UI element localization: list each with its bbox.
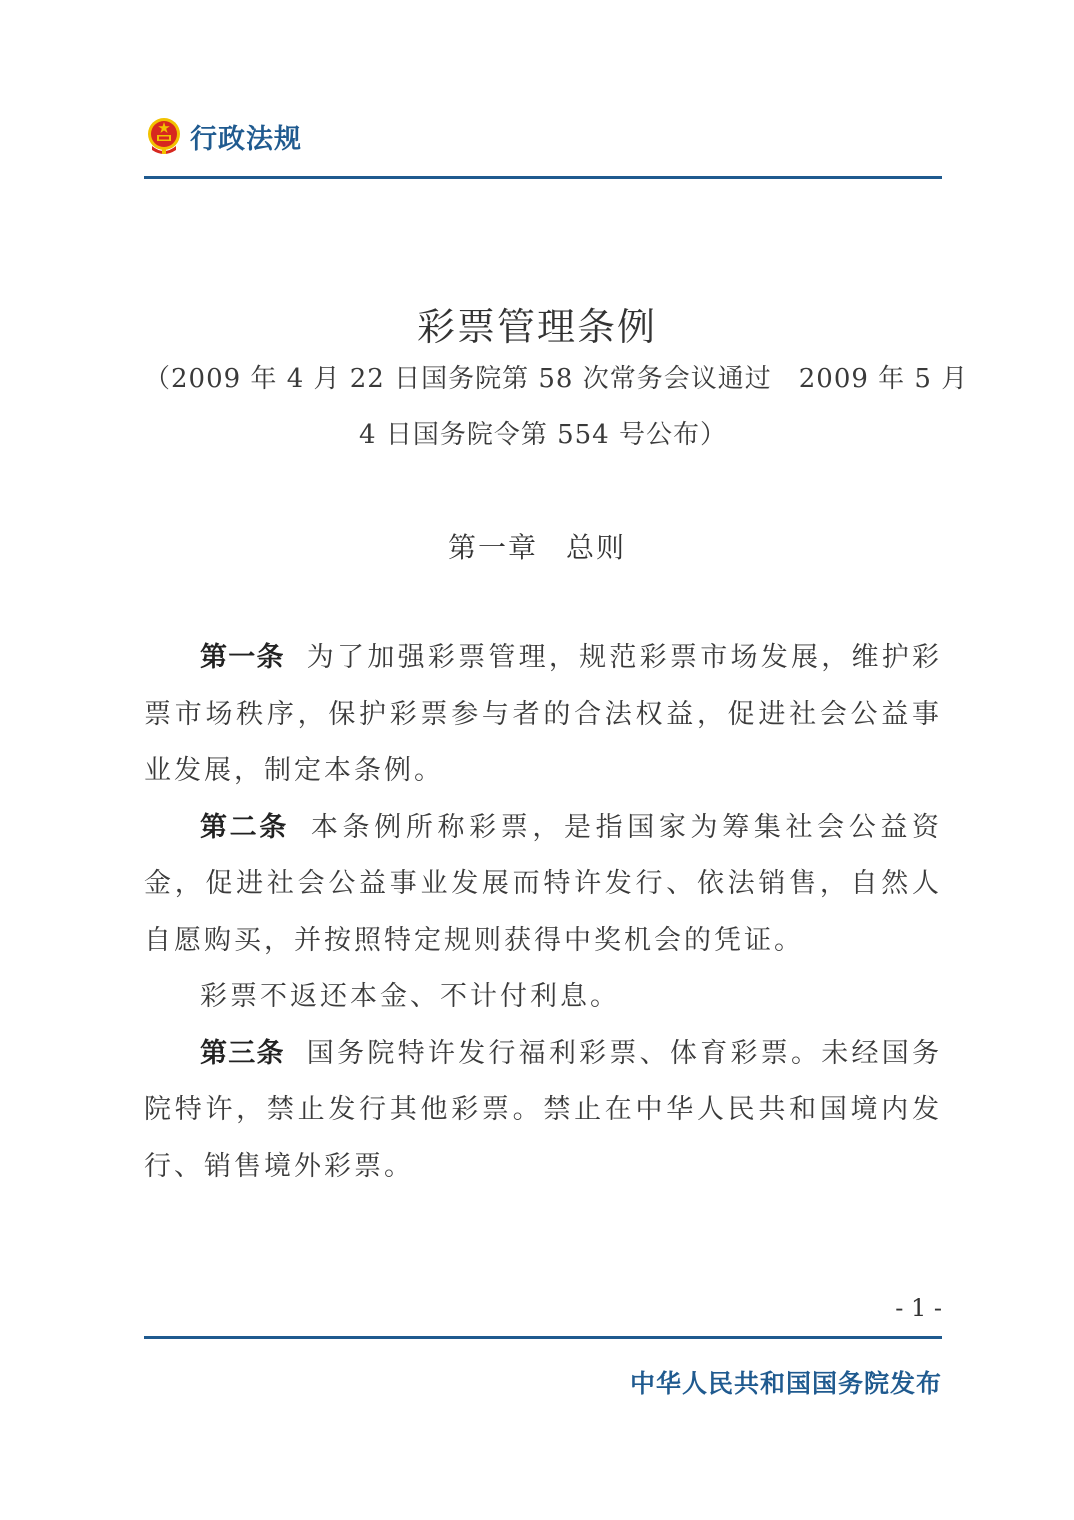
article-label: 第三条 — [200, 1037, 285, 1069]
article-label: 第一条 — [200, 642, 285, 673]
article-1 — [144, 630, 942, 800]
article-text: 本条例所称彩票，是指国家为筹集社会公益资金，促进社会公益事业发展而特许发行、依法销售，自然人自愿购买，并按照特定规则获得中奖机会的凭证。 — [144, 811, 943, 956]
header-title: 行政法规 — [190, 123, 302, 155]
article-2 — [144, 800, 942, 970]
page-header — [146, 116, 302, 156]
chapter-heading — [0, 526, 1074, 566]
document-title: 彩票管理条例 — [416, 305, 657, 349]
document-body — [144, 630, 942, 1195]
document-subtitle-line2: 4 日国务院令第 554 号公布） — [359, 420, 727, 450]
national-emblem-icon — [146, 116, 182, 156]
article-text: 为了加强彩票管理，规范彩票市场发展，维护彩票市场秩序，保护彩票参与者的合法权益，促进社会公益事业发展，制定本条例。 — [144, 642, 943, 786]
article-text: 国务院特许发行福利彩票、体育彩票。未经国务院特许，禁止发行其他彩票。禁止在中华人民共和国境内发行、销售境外彩票。 — [144, 1037, 943, 1182]
chapter-number: 第一章 — [447, 531, 538, 564]
article-3 — [144, 1026, 942, 1196]
footer-publisher: 中华人民共和国国务院发布 — [629, 1369, 942, 1398]
article-2-paragraph-2: 彩票不返还本金、不计付利息。 — [200, 981, 620, 1012]
page-number: - 1 - — [895, 1294, 942, 1322]
article-label: 第二条 — [200, 811, 289, 843]
chapter-title: 总则 — [566, 531, 627, 564]
document-subtitle-line1: （2009 年 4 月 22 日国务院第 58 次常务会议通过 2009 年 5 月 — [144, 364, 969, 394]
footer-divider — [144, 1336, 942, 1339]
header-divider — [144, 176, 942, 179]
